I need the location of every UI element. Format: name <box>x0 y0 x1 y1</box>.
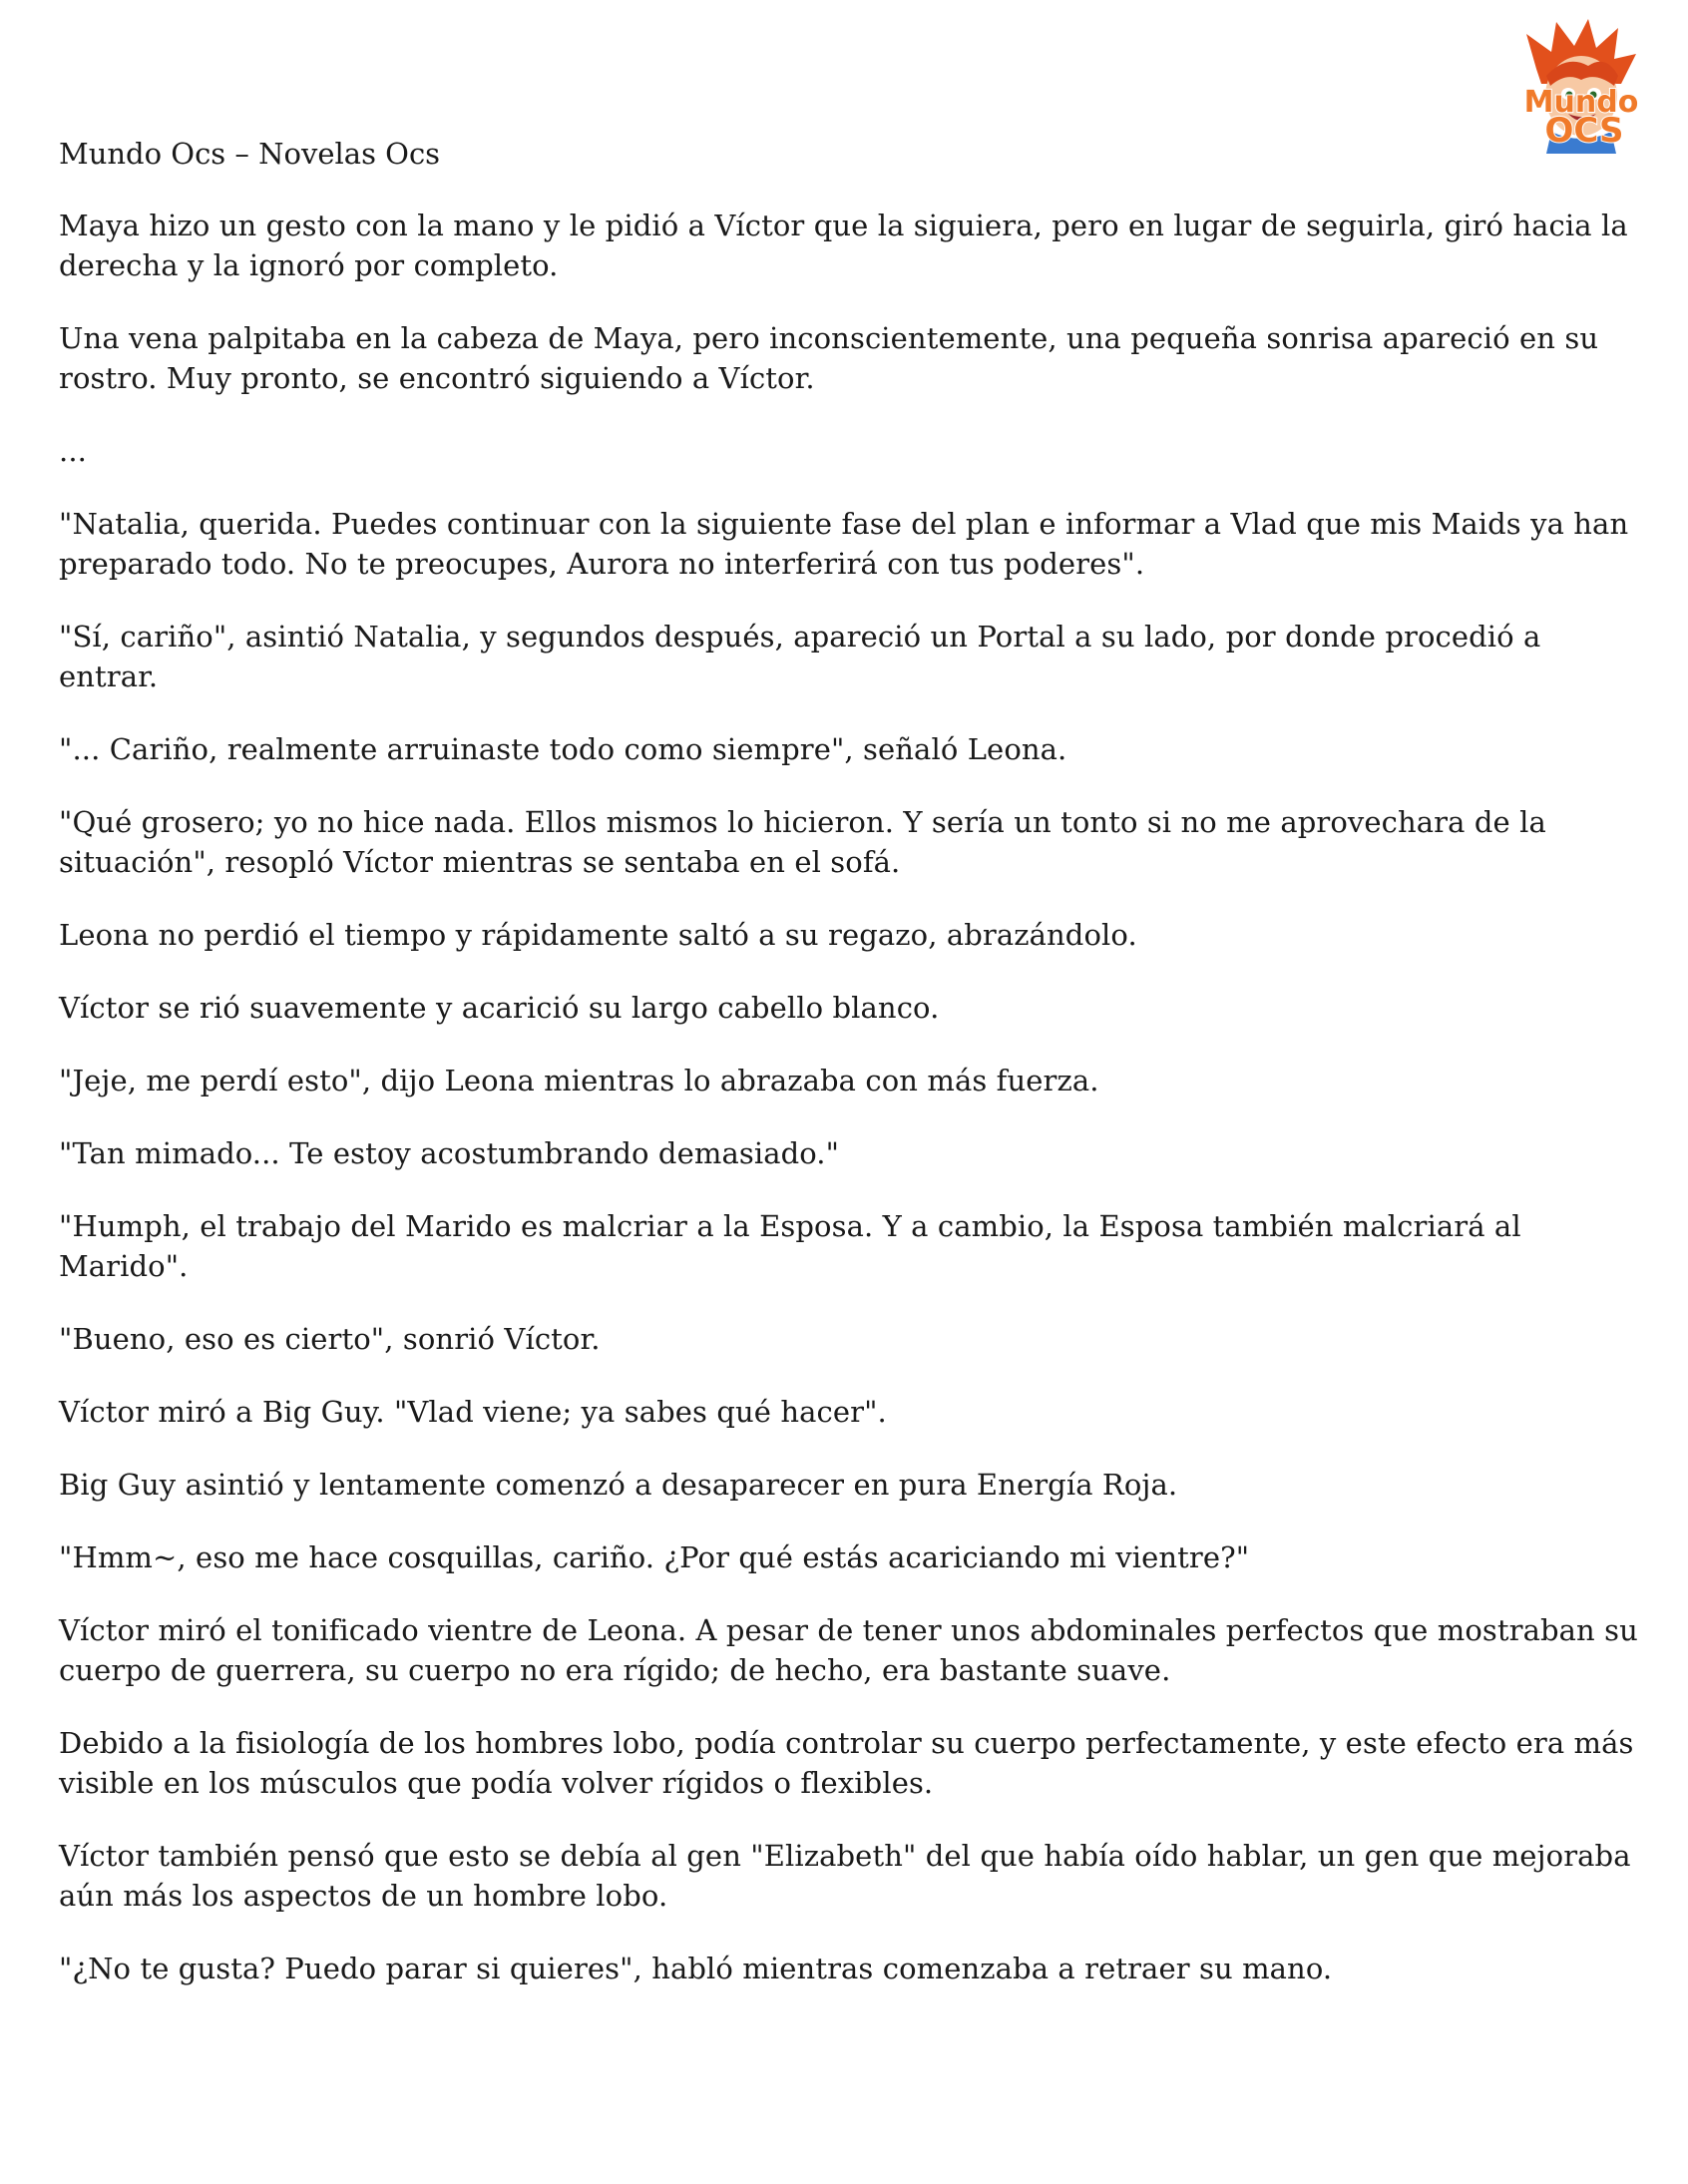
paragraph: Una vena palpitaba en la cabeza de Maya, pero inconscientemente, una pequeña sonrisa apareció en su rostro. Muy pronto, se encontró siguiendo a Víctor. <box>59 321 1599 395</box>
paragraph: Leona no perdió el tiempo y rápidamente saltó a su regazo, abrazándolo. <box>59 918 1137 952</box>
paragraph: "Qué grosero; yo no hice nada. Ellos mismos lo hicieron. Y sería un tonto si no me aprovechara de la situación", resopló Víctor mientras se sentaba en el sofá. <box>59 805 1546 879</box>
document-header: Mundo Ocs – Novelas Ocs <box>59 137 441 171</box>
paragraph: "Humph, el trabajo del Marido es malcriar a la Esposa. Y a cambio, la Esposa también malcriará al Marido". <box>59 1209 1521 1283</box>
paragraph: Debido a la fisiología de los hombres lobo, podía controlar su cuerpo perfectamente, y este efecto era más visible en los músculos que podía volver rígidos o flexibles. <box>59 1726 1634 1800</box>
paragraph: Víctor también pensó que esto se debía al gen "Elizabeth" del que había oído hablar, un gen que mejoraba aún más los aspectos de un hombre lobo. <box>59 1839 1631 1913</box>
paragraph: "... Cariño, realmente arruinaste todo como siempre", señaló Leona. <box>59 732 1067 766</box>
paragraph: "Hmm~, eso me hace cosquillas, cariño. ¿Por qué estás acariciando mi vientre?" <box>59 1540 1250 1574</box>
paragraph: "Natalia, querida. Puedes continuar con la siguiente fase del plan e informar a Vlad que mis Maids ya han preparado todo. No te preocupes, Aurora no interferirá con tus poderes". <box>59 507 1629 581</box>
paragraph: Víctor se rió suavemente y acarició su largo cabello blanco. <box>59 991 940 1025</box>
paragraph: Big Guy asintió y lentamente comenzó a desaparecer en pura Energía Roja. <box>59 1468 1178 1502</box>
paragraph: Víctor miró el tonificado vientre de Leona. A pesar de tener unos abdominales perfectos que mostraban su cuerpo de guerrera, su cuerpo no era rígido; de hecho, era bastante suave. <box>59 1613 1638 1687</box>
logo-text-line2: OCS <box>1544 111 1624 151</box>
paragraph: "¿No te gusta? Puedo parar si quieres", habló mientras comenzaba a retraer su mano. <box>59 1952 1333 1985</box>
logo-text-line1: Mundo <box>1523 85 1639 120</box>
paragraph: "Tan mimado... Te estoy acostumbrando demasiado." <box>59 1136 840 1170</box>
paragraph: Víctor miró a Big Guy. "Vlad viene; ya sabes qué hacer". <box>59 1395 887 1429</box>
paragraph: Maya hizo un gesto con la mano y le pidió a Víctor que la siguiera, pero en lugar de seguirla, giró hacia la derecha y la ignoró por completo. <box>59 209 1628 282</box>
document-body <box>59 206 1645 2021</box>
paragraph: "Bueno, eso es cierto", sonrió Víctor. <box>59 1322 601 1356</box>
paragraph: "Jeje, me perdí esto", dijo Leona mientras lo abrazaba con más fuerza. <box>59 1064 1099 1097</box>
anime-character-logo-icon <box>1496 14 1666 174</box>
paragraph: "Sí, cariño", asintió Natalia, y segundos después, apareció un Portal a su lado, por donde procedió a entrar. <box>59 620 1541 693</box>
paragraph-ellipsis: ... <box>59 434 87 468</box>
